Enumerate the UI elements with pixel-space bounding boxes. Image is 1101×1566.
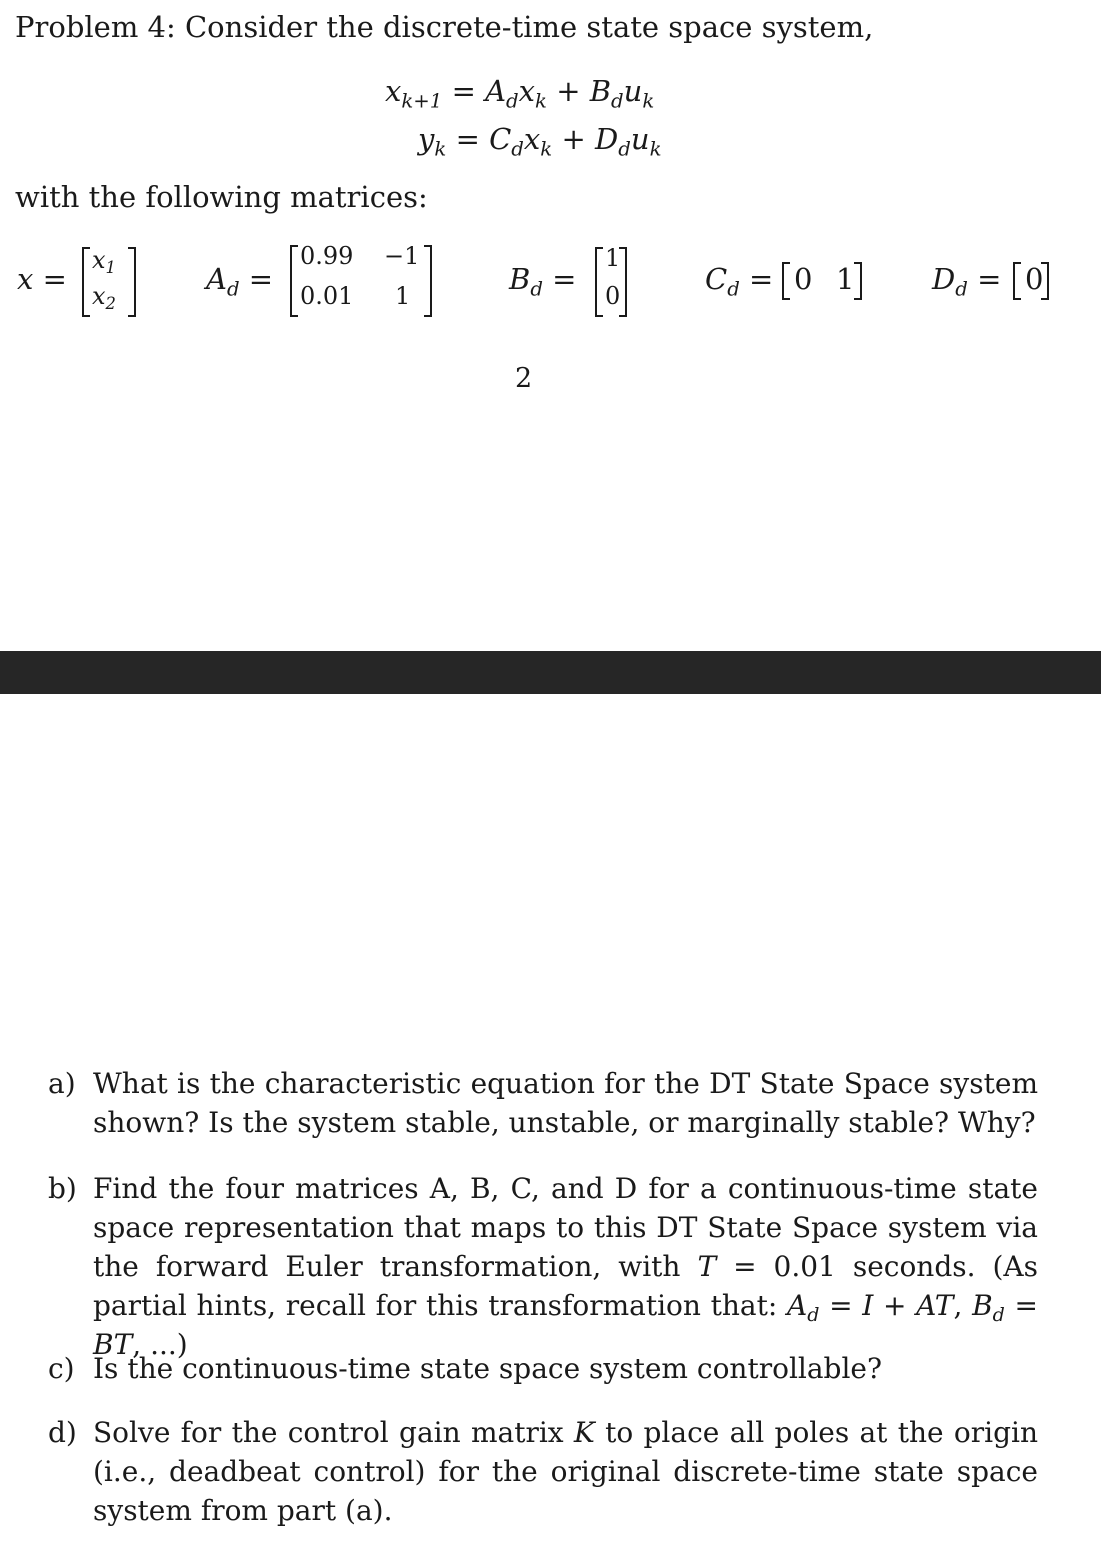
question-b — [48, 1169, 1038, 1364]
x-vector-label: x = — [17, 262, 67, 296]
matrices-intro: with the following matrices: — [15, 180, 428, 214]
question-c — [48, 1349, 1038, 1388]
problem-heading: Problem 4: Consider the discrete-time state space system, — [15, 10, 874, 44]
Dd-matrix-label: $D_d$ = — [932, 262, 1002, 301]
question-letter: a) — [48, 1067, 76, 1100]
question-text: What is the characteristic equation for the DT State Space system shown? Is the system stable, unstable, or marginally stable? Why? — [93, 1067, 1038, 1139]
question-letter: d) — [48, 1416, 77, 1449]
question-letter: c) — [48, 1352, 75, 1385]
question-a — [48, 1064, 1038, 1142]
Bd-matrix-label: $B_d$ = — [509, 262, 577, 301]
question-text: Find the four matrices A, B, C, and D for a continuous-time state space representation that maps to this DT State Space system via the forward Euler transformation, with T = 0.01 seconds. (As partial hints, recall for this transformation that: $A_d = I$ + AT, $B_d$ = BT, ...) — [93, 1172, 1039, 1361]
state-equation: $x_{k+1} = A_dx_k + B_du_k$ — [385, 74, 655, 113]
question-letter: b) — [48, 1172, 77, 1205]
output-equation: $y_k = C_dx_k + D_du_k$ — [418, 122, 662, 161]
Cd-matrix-label: $C_d$ = — [705, 262, 774, 301]
page-top: Problem 4: Consider the discrete-time state space system, $x_{k+1} = A_dx_k + B_du_k$ $y_k = C_dx_k + D_du_k$ with the following matrices: x = $x_1$ $x_2$ $A_d$ = 0.99 −1 0.01 1 $B_d$ = 1 0 $C_d$ = 0 1 $D_d$ = 0 2 — [0, 0, 1101, 651]
Ad-matrix-label: $A_d$ = — [206, 262, 274, 301]
question-text: Solve for the control gain matrix K to place all poles at the origin (i.e., deadbeat control) for the original discrete-time state space system from part (a). — [93, 1416, 1038, 1527]
page-bottom — [0, 694, 1101, 1566]
question-d — [48, 1413, 1038, 1530]
question-text: Is the continuous-time state space system controllable? — [93, 1352, 883, 1385]
page-divider — [0, 651, 1101, 694]
page-number: 2 — [515, 363, 533, 394]
